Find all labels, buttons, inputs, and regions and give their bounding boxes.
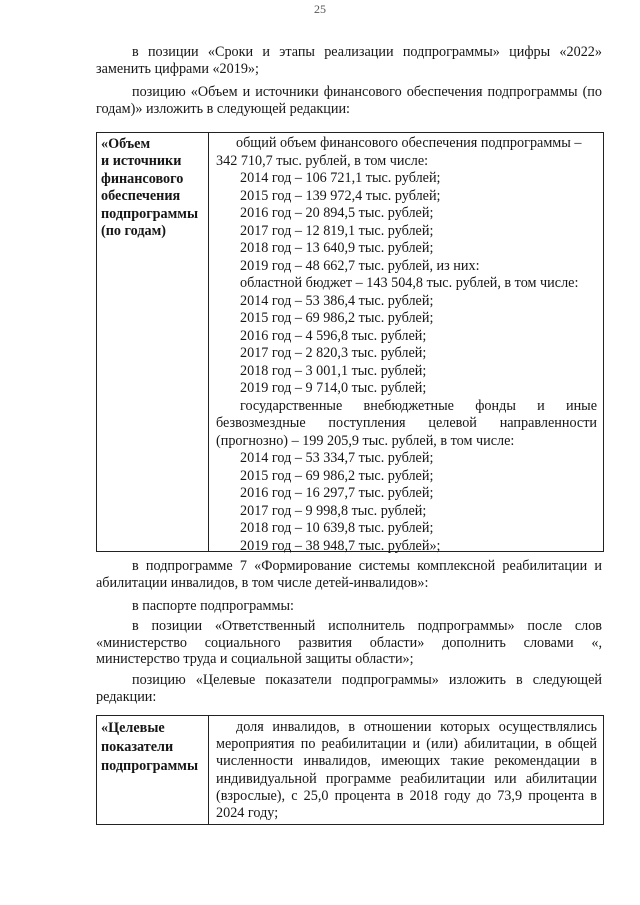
header-line: «Объем [101, 136, 151, 152]
financing-line: 2016 год – 4 596,8 тыс. рублей; [240, 327, 427, 344]
header-line: подпрограммы [101, 205, 199, 222]
paragraph-targets-intro: позицию «Целевые показатели подпрограммы» изложить в следующей редакции: [96, 672, 602, 705]
financing-line: 2014 год – 106 721,1 тыс. рублей; [240, 170, 441, 186]
financing-line: общий объем финансового обеспечения подпрограммы – [236, 135, 582, 151]
target-indicator-text: доля инвалидов, в отношении которых осуществлялись мероприятия по реабилитации и (или) абилитации, в общей численности инвалидов, имеющих такие рекомендации в индивидуальной программе реабилитации или абилитации (взрослые), с 25,0 процента в 2018 году до 73,9 процента в 2024 году; [216, 719, 597, 822]
financing-line: 342 710,7 тыс. рублей, в том числе: [216, 152, 429, 169]
paragraph-subprogram-7: в подпрограмме 7 «Формирование системы комплексной реабилитации и абилитации инвалидов, в том числе детей-инвалидов»: [96, 558, 602, 591]
financing-line: 2018 год – 3 001,1 тыс. рублей; [240, 362, 427, 379]
financing-line: 2017 год – 12 819,1 тыс. рублей; [240, 222, 434, 239]
paragraph-terms: в позиции «Сроки и этапы реализации подпрограммы» цифры «2022» заменить цифрами «2019»; [96, 44, 602, 77]
targets-table-content [209, 716, 603, 824]
paragraph-responsible: в позиции «Ответственный исполнитель подпрограммы» после слов «министерство социального развития области» дополнить словами «, министерство труда и социальной защиты области»; [96, 618, 602, 668]
financing-line: 2016 год – 16 297,7 тыс. рублей; [240, 485, 434, 501]
financing-line: 2015 год – 139 972,4 тыс. рублей; [240, 187, 441, 204]
paragraph-financing-intro: позицию «Объем и источники финансового обеспечения подпрограммы (по годам)» изложить в следующей редакции: [96, 84, 602, 117]
header-line: и источники [101, 153, 182, 170]
financing-table-content [209, 133, 603, 554]
financing-table [96, 132, 604, 552]
financing-line: (прогнозно) – 199 205,9 тыс. рублей, в том числе: [216, 432, 515, 449]
financing-line: 2015 год – 69 986,2 тыс. рублей; [240, 310, 434, 326]
paragraph-passport: в паспорте подпрограммы: [132, 598, 294, 614]
financing-line: 2019 год – 38 948,7 тыс. рублей»; [240, 537, 441, 554]
financing-line: безвозмездные поступления целевой направленности [216, 415, 597, 431]
header-line: «Целевые [101, 720, 165, 736]
financing-table-header [97, 133, 209, 551]
financing-line: 2014 год – 53 386,4 тыс. рублей; [240, 292, 434, 309]
header-line: обеспечения [101, 188, 181, 205]
financing-line: 2018 год – 10 639,8 тыс. рублей; [240, 520, 434, 536]
financing-line: государственные внебюджетные фонды и иные [240, 397, 597, 414]
targets-table-header [97, 716, 209, 824]
financing-line: 2014 год – 53 334,7 тыс. рублей; [240, 450, 434, 466]
financing-line: 2017 год – 2 820,3 тыс. рублей; [240, 345, 427, 361]
header-line: показатели [101, 739, 174, 755]
financing-line: 2018 год – 13 640,9 тыс. рублей; [240, 240, 434, 256]
financing-line: 2017 год – 9 998,8 тыс. рублей; [240, 502, 427, 519]
financing-line: 2015 год – 69 986,2 тыс. рублей; [240, 467, 434, 484]
targets-table [96, 715, 604, 825]
financing-line: 2019 год – 48 662,7 тыс. рублей, из них: [240, 257, 480, 274]
financing-line: 2016 год – 20 894,5 тыс. рублей; [240, 205, 434, 221]
financing-line: областной бюджет – 143 504,8 тыс. рублей, в том числе: [240, 275, 579, 291]
header-line: (по годам) [101, 223, 166, 240]
header-line: финансового [101, 170, 184, 187]
header-line: подпрограммы [101, 758, 199, 774]
financing-line: 2019 год – 9 714,0 тыс. рублей; [240, 380, 427, 396]
page-number: 25 [314, 2, 326, 16]
